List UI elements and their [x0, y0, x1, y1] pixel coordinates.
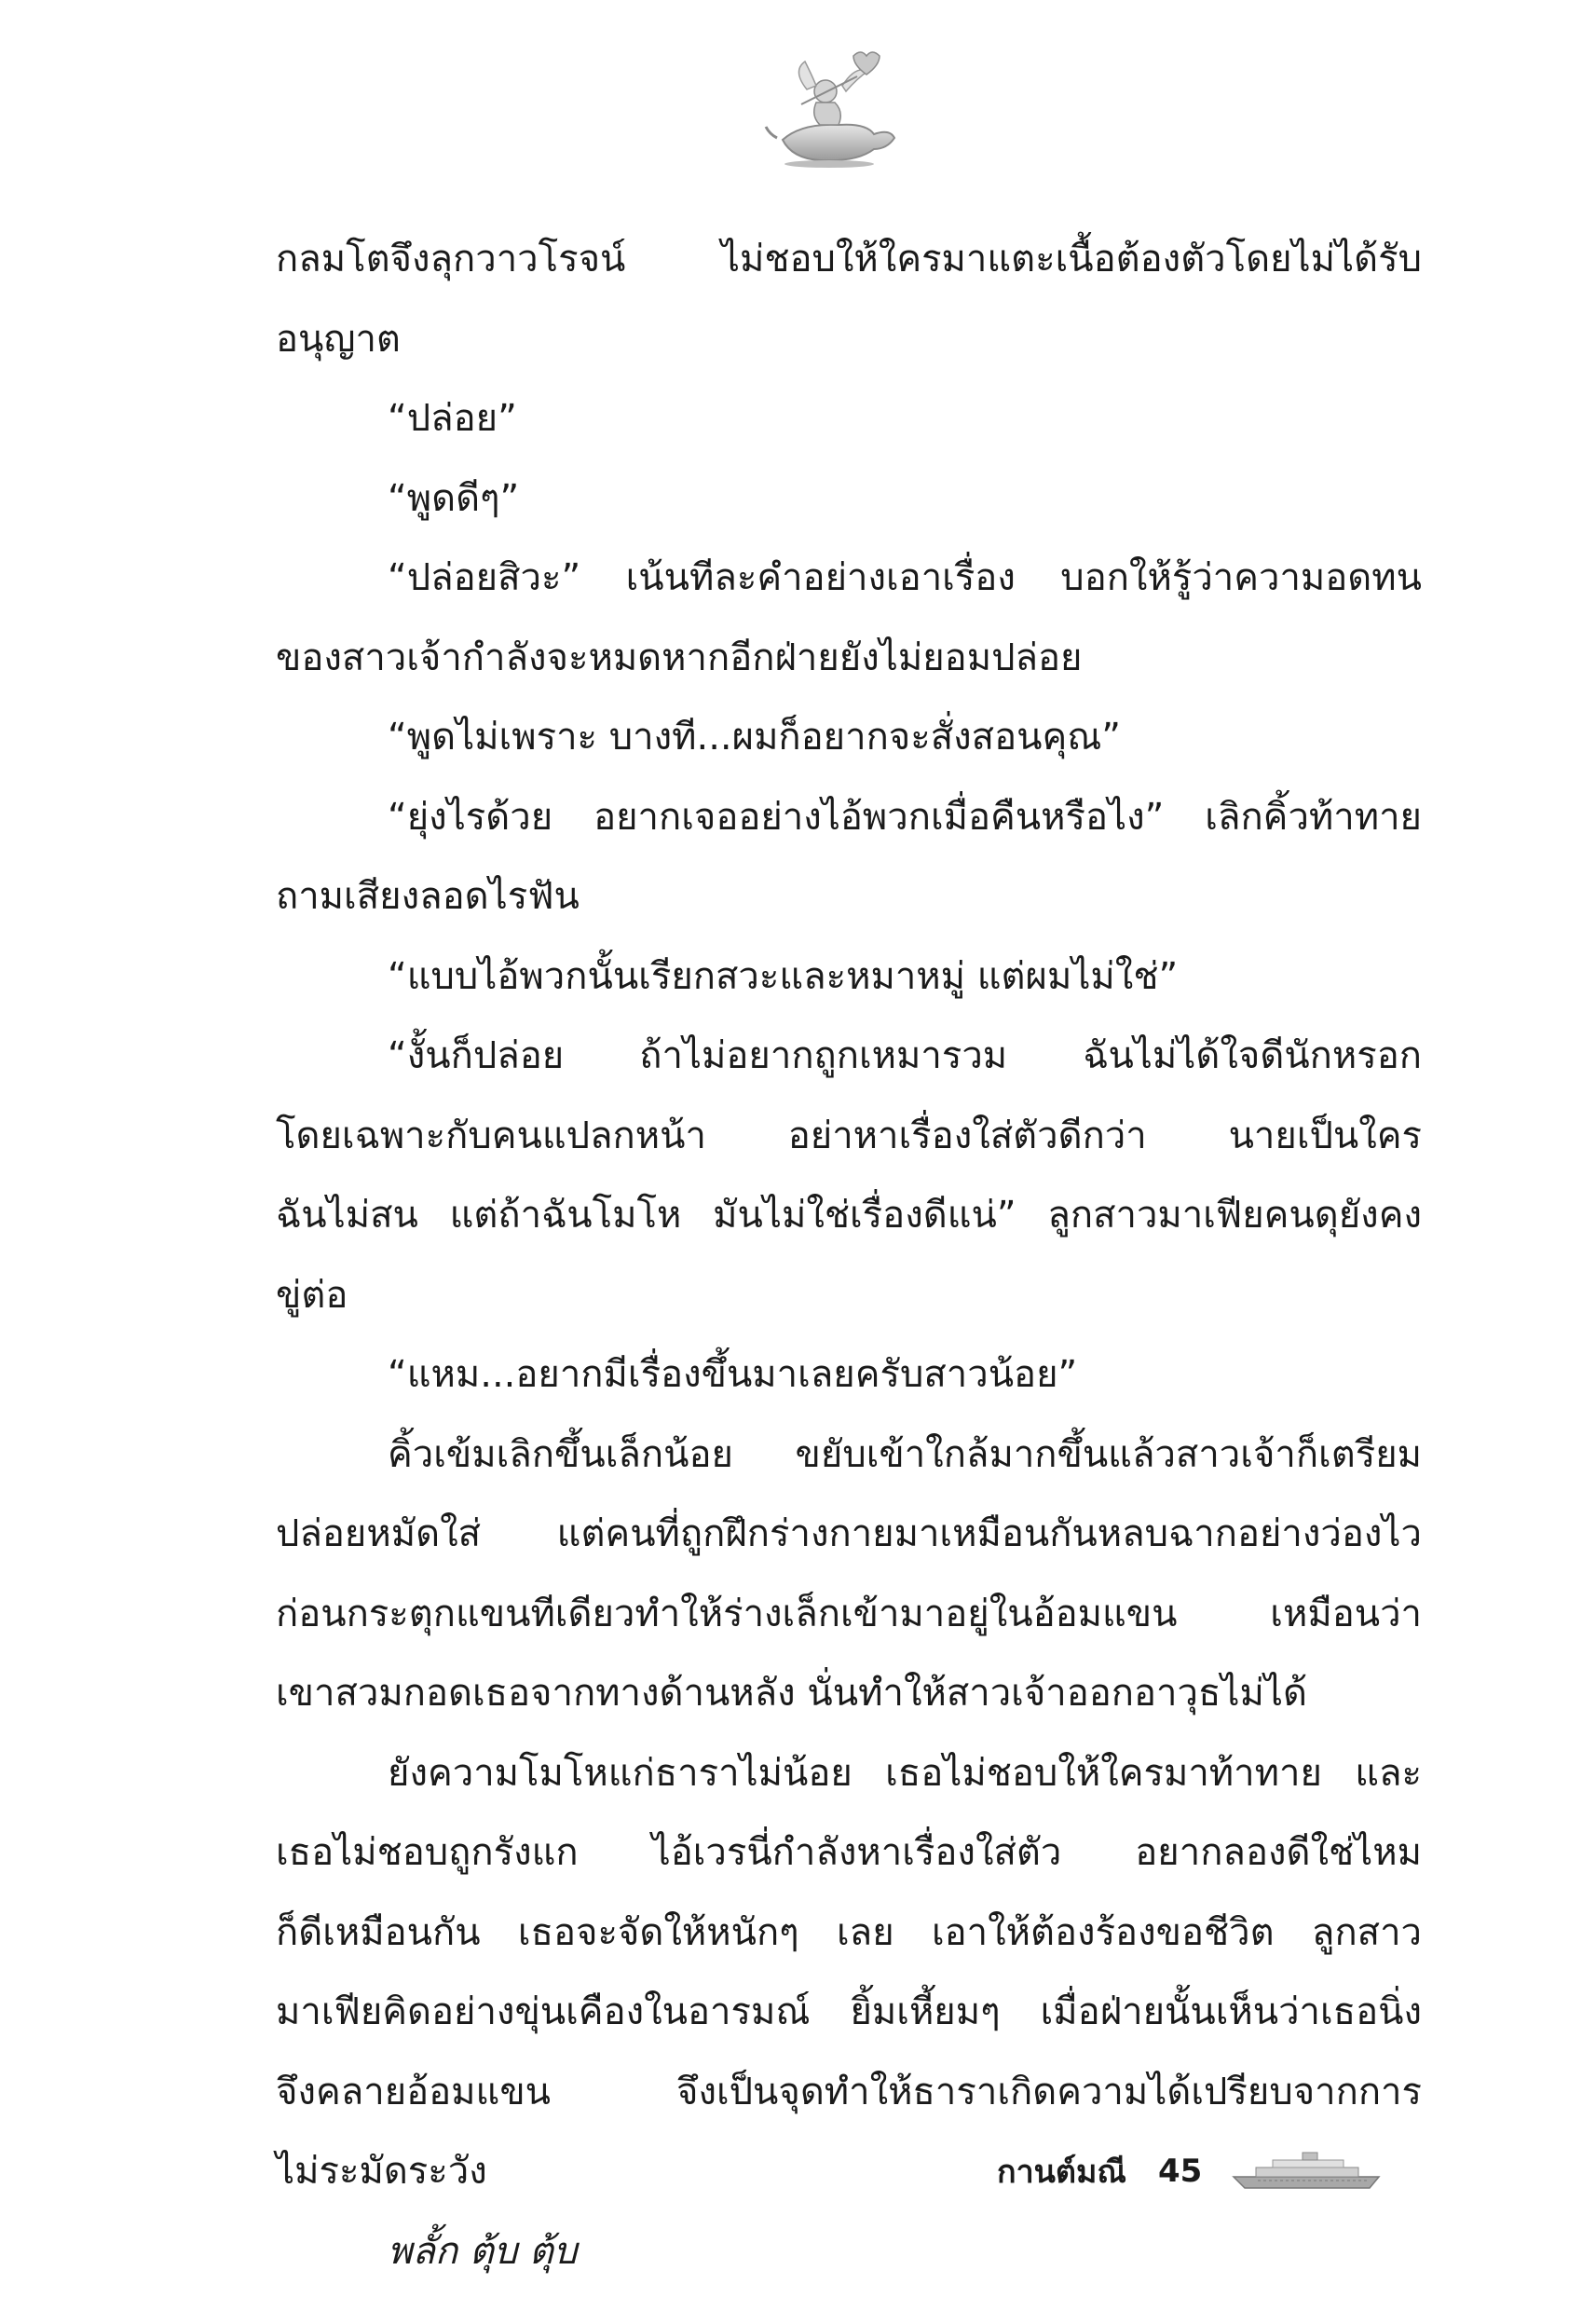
text-line: ก่อนกระตุกแขนทีเดียวทำให้ร่างเล็กเข้ามาอยู่ในอ้อมแขน เหมือนว่า: [276, 1592, 1422, 1635]
text-line: เธอไม่ชอบถูกรังแก ไอ้เวรนี่กำลังหาเรื่องใส่ตัว อยากลองดีใช่ไหม: [276, 1831, 1422, 1874]
text-line: “ยุ่งไรด้วย อยากเจออย่างไอ้พวกเมื่อคืนหรือไง” เลิกคิ้วท้าทาย: [388, 795, 1422, 839]
body-text: [276, 220, 1422, 2291]
cupid-teapot-ornament-icon: [764, 48, 913, 170]
text-line: โดยเฉพาะกับคนแปลกหน้า อย่าหาเรื่องใส่ตัวดีกว่า นายเป็นใคร: [276, 1114, 1422, 1157]
text-line: ยังความโมโหแก่ธาราไม่น้อย เธอไม่ชอบให้ใครมาท้าทาย และ: [388, 1751, 1422, 1795]
page-footer: [997, 2143, 1388, 2199]
text-line: เขาสวมกอดเธอจากทางด้านหลัง นั่นทำให้สาวเจ้าออกอาวุธไม่ได้: [276, 1672, 1307, 1715]
text-line: จึงคลายอ้อมแขน จึงเป็นจุดทำให้ธาราเกิดความได้เปรียบจากการ: [276, 2070, 1422, 2113]
page-number: 45: [1157, 2153, 1203, 2190]
text-line: คิ้วเข้มเลิกขึ้นเล็กน้อย ขยับเข้าใกล้มากขึ้นแล้วสาวเจ้าก็เตรียม: [388, 1432, 1422, 1476]
cruise-ship-icon: [1230, 2149, 1388, 2194]
text-line: ฉันไม่สน แต่ถ้าฉันโมโห มันไม่ใช่เรื่องดีแน่” ลูกสาวมาเฟียคนดุยังคง: [276, 1194, 1422, 1237]
text-line: “แบบไอ้พวกนั้นเรียกสวะและหมาหมู่ แต่ผมไม่ใช่”: [388, 954, 1179, 998]
text-line: กลมโตจึงลุกวาวโรจน์ ไม่ชอบให้ใครมาแตะเนื้อต้องตัวโดยไม่ได้รับ: [276, 238, 1422, 280]
text-line: ของสาวเจ้ากำลังจะหมดหากอีกฝ่ายยังไม่ยอมปล่อย: [276, 636, 1083, 679]
text-line: ถามเสียงลอดไรฟัน: [276, 875, 580, 918]
text-line: “พูดไม่เพราะ บางที...ผมก็อยากจะสั่งสอนคุณ”: [388, 716, 1122, 759]
text-line: ปล่อยหมัดใส่ แต่คนที่ถูกฝึกร่างกายมาเหมือนกันหลบฉากอย่างว่องไว: [276, 1512, 1422, 1555]
text-line: อนุญาต: [276, 317, 401, 361]
text-line: มาเฟียคิดอย่างขุ่นเคืองในอารมณ์ ยิ้มเหี้ยมๆ เมื่อฝ่ายนั้นเห็นว่าเธอนิ่ง: [276, 1990, 1422, 2033]
text-line: “พูดดีๆ”: [388, 476, 520, 520]
text-line: ก็ดีเหมือนกัน เธอจะจัดให้หนักๆ เลย เอาให้ต้องร้องขอชีวิต ลูกสาว: [276, 1910, 1422, 1954]
text-line: “ปล่อย”: [388, 397, 517, 440]
text-line: พลั้ก ตุ้บ ตุ้บ: [388, 2229, 578, 2273]
book-title: กานต์มณี: [997, 2154, 1126, 2191]
text-line: ไม่ระมัดระวัง: [276, 2150, 487, 2193]
text-line: “แหม...อยากมีเรื่องขึ้นมาเลยครับสาวน้อย”: [388, 1353, 1078, 1396]
text-line: ขู่ต่อ: [276, 1273, 348, 1317]
text-line: “งั้นก็ปล่อย ถ้าไม่อยากถูกเหมารวม ฉันไม่ได้ใจดีนักหรอก: [388, 1034, 1422, 1077]
text-line: “ปล่อยสิวะ” เน้นทีละคำอย่างเอาเรื่อง บอกให้รู้ว่าความอดทน: [388, 556, 1422, 599]
